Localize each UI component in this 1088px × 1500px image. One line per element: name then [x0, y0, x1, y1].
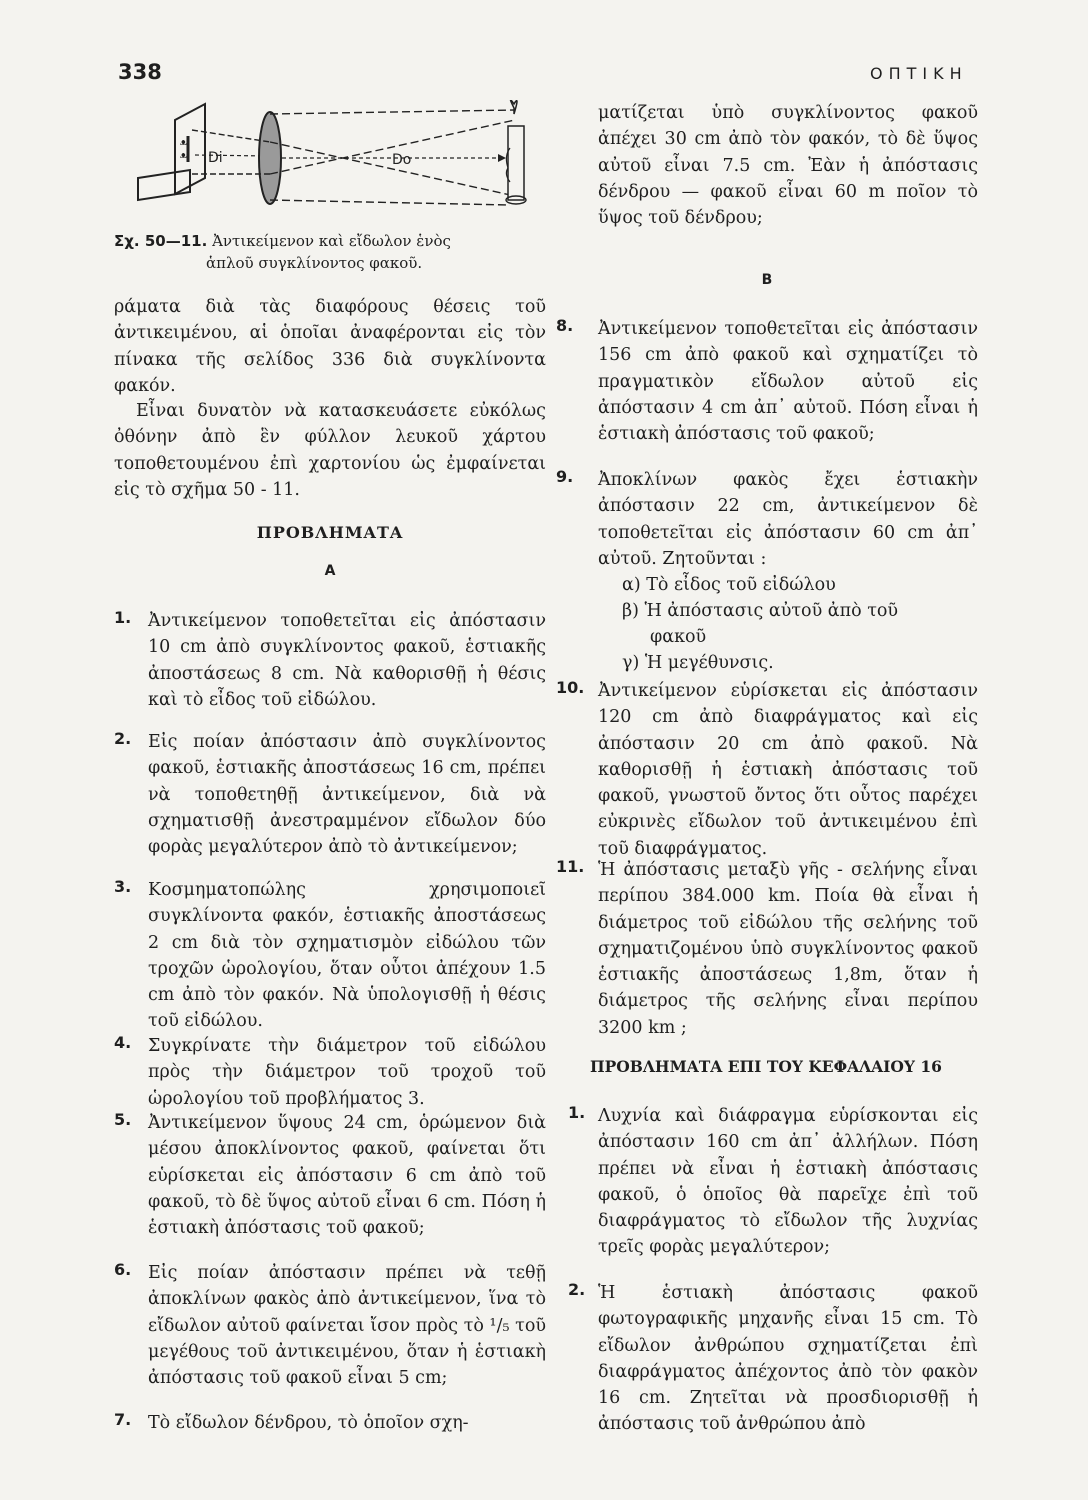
subitem-b-cont: φακοῦ	[650, 627, 707, 647]
subitem-b: β) Ἡ ἀπόστασις αὐτοῦ ἀπὸ τοῦ	[622, 601, 899, 621]
converging-lens	[259, 112, 281, 204]
problem-2	[114, 729, 546, 860]
problems-heading: ΠΡΟΒΛΗΜΑΤΑ	[256, 523, 404, 542]
problem-number: 4.	[114, 1033, 132, 1052]
caption-line1: Ἀντικείμενον καὶ εἴδωλον ἑνὸς	[207, 232, 451, 250]
lens-figure	[130, 100, 550, 220]
problem-number: 2.	[568, 1280, 586, 1299]
paragraph-2: Εἶναι δυνατὸν νὰ κατασκευάσετε εὐκόλως ὀθόνην ἀπὸ ἓν φύλλον λευκοῦ χάρτου τοποθετουμένου ἐπὶ χαρτονίου ὡς ἐμφαίνεται εἰς τὸ σχῆμα 50 - 11.	[114, 401, 546, 500]
section-b-label: Β	[761, 272, 773, 288]
problem-10	[556, 678, 978, 862]
problem-number: 6.	[114, 1260, 132, 1279]
problem-8	[556, 316, 978, 447]
problem-number: 7.	[114, 1410, 132, 1429]
problem-text: Ἀντικείμενον ὕψους 24 cm, ὁρώμενον διὰ μέσου ἀποκλίνοντος φακοῦ, φαίνεται ὅτι εὑρίσκεται εἰς ἀπόστασιν 6 cm ἀπὸ τοῦ φακοῦ, τὸ δὲ ὕψος αὐτοῦ εἶναι 6 cm. Πόση ἡ ἑστιακὴ ἀπόστασις τοῦ φακοῦ;	[148, 1113, 546, 1239]
label-di: Di	[208, 150, 223, 166]
problem-text: Ἀποκλίνων φακὸς ἔχει ἑστιακὴν ἀπόστασιν 22 cm, ἀντικείμενον δὲ τοποθετεῖται εἰς ἀπόστασιν 60 cm ἀπ᾽ αὐτοῦ. Ζητοῦνται :	[598, 470, 978, 569]
problem-number: 5.	[114, 1110, 132, 1129]
caption-line2: ἁπλοῦ συγκλίνοντος φακοῦ.	[206, 254, 423, 272]
ch16-problem-1	[556, 1103, 978, 1261]
page-header	[0, 58, 1088, 88]
problem-number: 8.	[556, 316, 574, 335]
subitem-a: α) Τὸ εἶδος τοῦ εἰδώλου	[622, 575, 836, 595]
problem-1	[114, 608, 546, 713]
problem-number: 10.	[556, 678, 585, 697]
running-head: ΟΠΤΙΚΗ	[870, 64, 968, 83]
problem-text: Συγκρίνατε τὴν διάμετρον τοῦ εἰδώλου πρὸς τὴν διάμετρον τοῦ τροχοῦ τοῦ ὡρολογίου τοῦ προβλήματος 3.	[148, 1036, 546, 1109]
problem-number: 1.	[568, 1103, 586, 1122]
problem-text: Ἡ ἀπόστασις μεταξὺ γῆς - σελήνης εἶναι περίπου 384.000 km. Ποία θὰ εἶναι ἡ διάμετρος τοῦ εἰδώλου τῆς σελήνης τοῦ σχηματιζομένου ὑπὸ συγκλίνοντος φακοῦ ἑστιακῆς ἀποστάσεως 1,8m, ὅταν ἡ διάμετρος τῆς σελήνης εἶναι περίπου 3200 km ;	[598, 860, 978, 1038]
problem-number: 1.	[114, 608, 132, 627]
svg-text:ᴥ: ᴥ	[180, 138, 187, 148]
caption-label: Σχ. 50—11.	[114, 232, 208, 250]
section-a-label: Α	[324, 563, 336, 579]
problem-number: 9.	[556, 467, 574, 486]
figure-caption	[114, 230, 546, 274]
problem-7-continued: ματίζεται ὑπὸ συγκλίνοντος φακοῦ ἀπέχει 30 cm ἀπὸ τὸν φακόν, τὸ δὲ ὕψος αὐτοῦ εἶναι 7.5 cm. Ἐὰν ἡ ἀπόστασις δένδρου — φακοῦ εἶναι 60 m ποῖον τὸ ὕψος τοῦ δένδρου;	[598, 103, 978, 229]
chapter16-heading: ΠΡΟΒΛΗΜΑΤΑ ΕΠΙ ΤΟΥ ΚΕΦΑΛΑΙΟΥ 16	[590, 1057, 942, 1076]
problem-6	[114, 1260, 546, 1391]
candle	[508, 126, 524, 200]
problem-11	[556, 857, 978, 1041]
candle-flame	[511, 100, 518, 114]
problem-7	[114, 1410, 546, 1436]
problem-text: Ἀντικείμενον τοποθετεῖται εἰς ἀπόστασιν 10 cm ἀπὸ συγκλίνοντος φακοῦ, ἑστιακῆς ἀποστάσεως 8 cm. Νὰ καθορισθῇ ἡ θέσις καὶ τὸ εἶδος τοῦ εἰδώλου.	[148, 611, 546, 710]
problem-number: 2.	[114, 729, 132, 748]
screen-base	[138, 170, 190, 200]
problem-5	[114, 1110, 546, 1241]
problem-text: Λυχνία καὶ διάφραγμα εὑρίσκονται εἰς ἀπόστασιν 160 cm ἀπ᾽ ἀλλήλων. Πόση πρέπει νὰ εἶναι ἡ ἑστιακὴ ἀπόστασις φακοῦ, ὁ ὁποῖος θὰ παρεῖχε ἐπὶ τοῦ διαφράγματος τὸ εἴδωλον τῆς λυχνίας τρεῖς φορὰς μεγαλύτερον;	[598, 1106, 978, 1258]
page-number: 338	[118, 60, 162, 84]
problem-4	[114, 1033, 546, 1112]
problem-text: Τὸ εἴδωλον δένδρου, τὸ ὁποῖον σχη-	[148, 1413, 469, 1433]
ch16-problem-2	[556, 1280, 978, 1438]
problem-text: Ἀντικείμενον εὑρίσκεται εἰς ἀπόστασιν 120 cm ἀπὸ διαφράγματος καὶ εἰς ἀπόστασιν 20 cm ἀπὸ φακοῦ. Νὰ καθορισθῇ ἡ ἑστιακὴ ἀπόστασις τοῦ φακοῦ, γνωστοῦ ὄντος ὅτι οὗτος παρέχει εὐκρινὲς εἴδωλον τοῦ ἀντικειμένου ἐπὶ τοῦ διαφράγματος.	[598, 681, 978, 859]
subitem-c: γ) Ἡ μεγέθυνσις.	[622, 653, 774, 673]
problem-text: Ἡ ἑστιακὴ ἀπόστασις φακοῦ φωτογραφικῆς μηχανῆς εἶναι 15 cm. Τὸ εἴδωλον ἀνθρώπου σχηματίζεται ἐπὶ διαφράγματος ἀπέχοντος ἀπὸ τὸν φακὸν 16 cm. Ζητεῖται νὰ προσδιορισθῇ ἡ ἀπόστασις τοῦ ἀνθρώπου ἀπὸ	[598, 1283, 978, 1435]
svg-text:ᴥ: ᴥ	[180, 151, 187, 161]
problem-text: Εἰς ποίαν ἀπόστασιν ἀπὸ συγκλίνοντος φακοῦ, ἑστιακῆς ἀποστάσεως 16 cm, πρέπει νὰ τοποθετηθῇ ἀντικείμενον, διὰ νὰ σχηματισθῇ ἀνεστραμμένον εἴδωλον δύο φορὰς μεγαλύτερον ἀπὸ τὸ ἀντικείμενον;	[148, 732, 546, 858]
problem-3	[114, 877, 546, 1035]
problem-text: Κοσμηματοπώλης χρησιμοποιεῖ συγκλίνοντα φακόν, ἑστιακῆς ἀποστάσεως 2 cm διὰ τὸν σχηματισμὸν εἰδώλου τῶν τροχῶν ὡρολογίου, ὅταν οὗτοι ἀπέχουν 1.5 cm ἀπὸ τὸν φακόν. Νὰ ὑπολογισθῇ ἡ θέσις τοῦ εἰδώλου.	[148, 880, 546, 1032]
lens-diagram	[130, 100, 550, 220]
problem-text: Εἰς ποίαν ἀπόστασιν πρέπει νὰ τεθῇ ἀποκλίνων φακὸς ἀπὸ ἀντικείμενον, ἵνα τὸ εἴδωλον αὐτοῦ φαίνεται ἴσον πρὸς τὸ ¹/₅ τοῦ μεγέθους τοῦ ἀντικειμένου, ὅταν ἡ ἑστιακὴ ἀπόστασις τοῦ φακοῦ εἶναι 5 cm;	[148, 1263, 546, 1389]
label-do: Do	[392, 152, 412, 168]
problem-number: 3.	[114, 877, 132, 896]
problem-9	[556, 467, 978, 572]
problem-number: 11.	[556, 857, 585, 876]
problem-text: Ἀντικείμενον τοποθετεῖται εἰς ἀπόστασιν 156 cm ἀπὸ φακοῦ καὶ σχηματίζει τὸ πραγματικὸν εἴδωλον αὐτοῦ εἰς ἀπόστασιν 4 cm ἀπ᾽ αὐτοῦ. Πόση εἶναι ἡ ἑστιακὴ ἀπόστασις τοῦ φακοῦ;	[598, 319, 978, 445]
paragraph-1: ράματα διὰ τὰς διαφόρους θέσεις τοῦ ἀντικειμένου, αἱ ὁποῖαι ἀναφέρονται εἰς τὸν πίνακα τῆς σελίδος 336 διὰ συγκλίνοντα φακόν.	[114, 297, 546, 396]
